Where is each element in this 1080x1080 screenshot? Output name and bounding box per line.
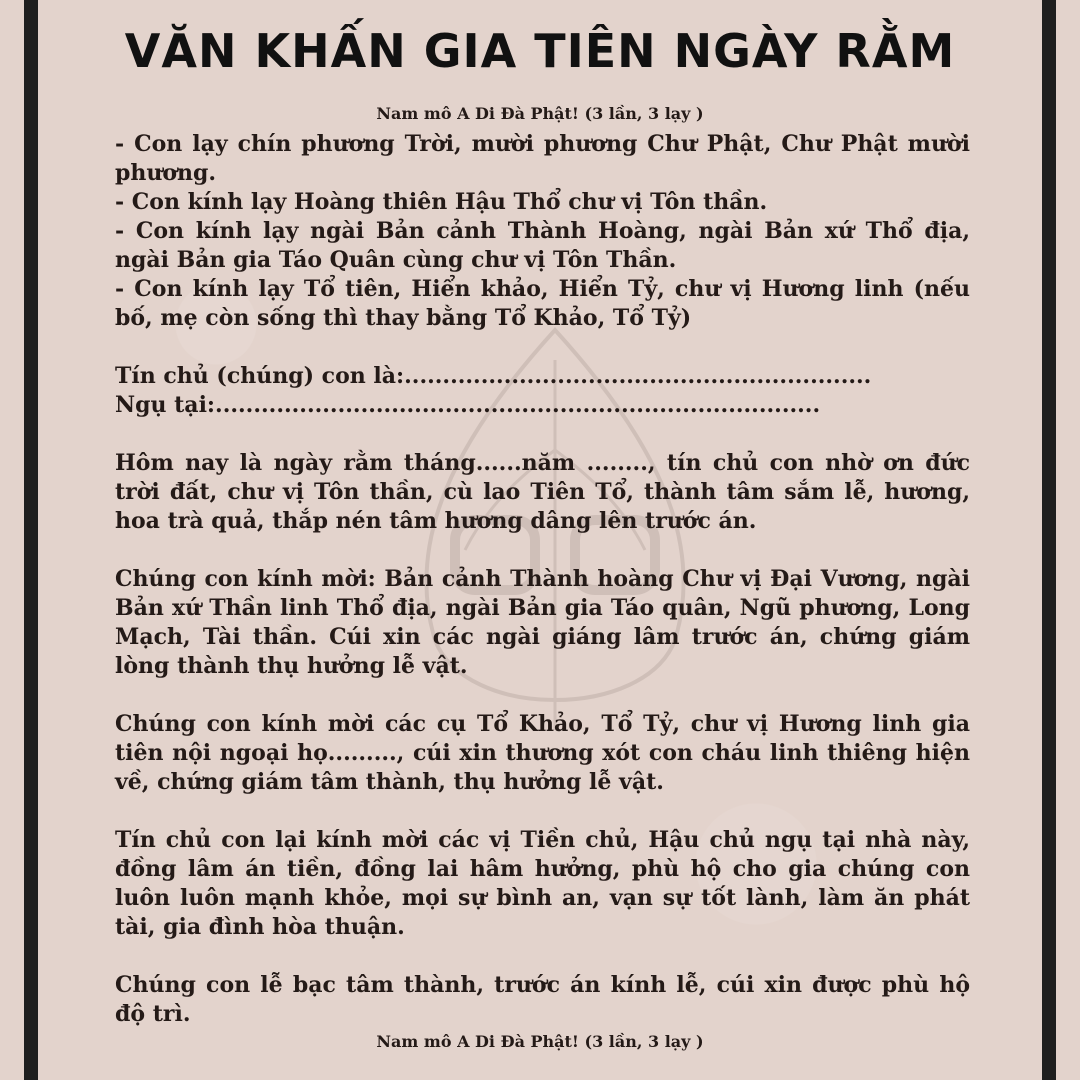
invocation-line-4: - Con kính lạy Tổ tiên, Hiển khảo, Hiển Tỷ, chư vị Hương linh (nếu bố, mẹ còn sống thì thay bằng Tổ Khảo, Tổ Tỷ)	[115, 276, 970, 331]
opening-invocation: Nam mô A Di Đà Phật! (3 lần, 3 lạy )	[376, 104, 704, 123]
closing-invocation: Nam mô A Di Đà Phật! (3 lần, 3 lạy )	[376, 1032, 704, 1051]
page-title: VĂN KHẤN GIA TIÊN NGÀY RẰM	[124, 24, 956, 78]
invocation-line-1: - Con lạy chín phương Trời, mười phương Chư Phật, Chư Phật mười phương.	[115, 131, 970, 186]
prayer-body	[115, 130, 970, 1029]
invocation-line-3: - Con kính lạy ngài Bản cảnh Thành Hoàng, ngài Bản xứ Thổ địa, ngài Bản gia Táo Quân cùng chư vị Tôn Thần.	[115, 218, 970, 273]
paragraph-5: Chúng con lễ bạc tâm thành, trước án kính lễ, cúi xin được phù hộ độ trì.	[115, 972, 970, 1027]
paragraph-4: Tín chủ con lại kính mời các vị Tiền chủ, Hậu chủ ngụ tại nhà này, đồng lâm án tiền, đồng lai hâm hưởng, phù hộ cho gia chúng con luôn luôn mạnh khỏe, mọi sự bình an, vạn sự tốt lành, làm ăn phát tài, gia đình hòa thuận.	[115, 827, 970, 940]
paragraph-1: Hôm nay là ngày rằm tháng......năm ........, tín chủ con nhờ ơn đức trời đất, chư vị Tôn thần, cù lao Tiên Tổ, thành tâm sắm lễ, hương, hoa trà quả, thắp nén tâm hương dâng lên trước án.	[115, 450, 970, 534]
paragraph-3: Chúng con kính mời các cụ Tổ Khảo, Tổ Tỷ, chư vị Hương linh gia tiên nội ngoại họ........., cúi xin thương xót con cháu linh thiêng hiện về, chứng giám tâm thành, thụ hưởng lễ vật.	[115, 711, 970, 795]
ngu-tai-field: Ngụ tại:...............................................................................	[115, 392, 821, 418]
invocation-line-2: - Con kính lạy Hoàng thiên Hậu Thổ chư vị Tôn thần.	[115, 189, 768, 215]
left-border-bar	[24, 0, 38, 1080]
right-border-bar	[1042, 0, 1056, 1080]
paragraph-2: Chúng con kính mời: Bản cảnh Thành hoàng Chư vị Đại Vương, ngài Bản xứ Thần linh Thổ địa, ngài Bản gia Táo quân, Ngũ phương, Long Mạch, Tài thần. Cúi xin các ngài giáng lâm trước án, chứng giám lòng thành thụ hưởng lễ vật.	[115, 566, 970, 679]
tin-chu-field: Tín chủ (chúng) con là:.............................................................	[115, 363, 872, 389]
